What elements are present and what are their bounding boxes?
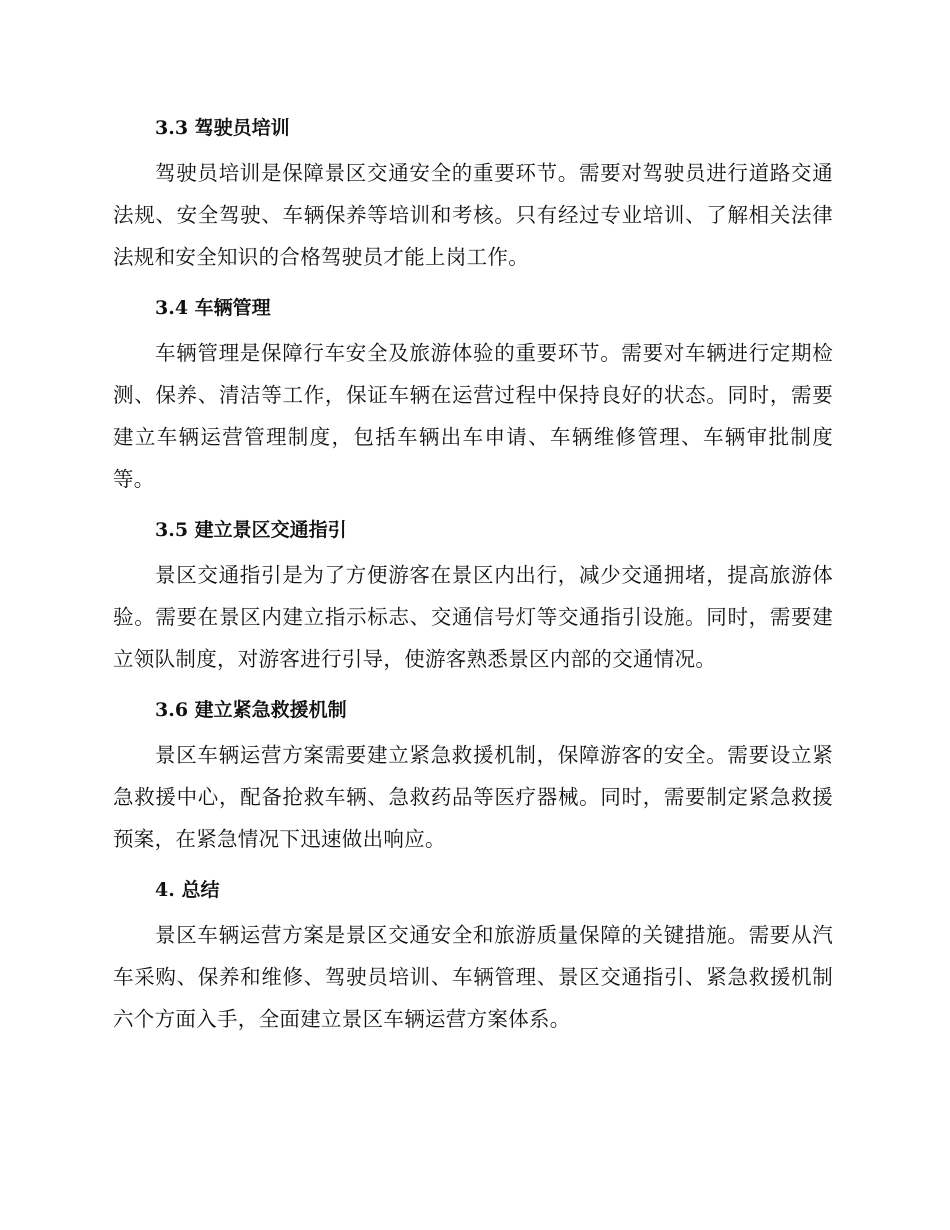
section-heading: 3.4 车辆管理	[155, 297, 271, 319]
section-4	[113, 872, 833, 1040]
section-3-6	[113, 692, 833, 860]
section-paragraph: 驾驶员培训是保障景区交通安全的重要环节。需要对驾驶员进行道路交通法规、安全驾驶、车辆保养等培训和考核。只有经过专业培训、了解相关法律法规和安全知识的合格驾驶员才能上岗工作。	[113, 161, 833, 269]
section-heading: 3.5 建立景区交通指引	[155, 519, 347, 541]
document-body	[113, 110, 833, 1052]
section-paragraph: 景区交通指引是为了方便游客在景区内出行，减少交通拥堵，提高旅游体验。需要在景区内建立指示标志、交通信号灯等交通指引设施。同时，需要建立领队制度，对游客进行引导，使游客熟悉景区内部的交通情况。	[113, 563, 833, 671]
section-paragraph: 景区车辆运营方案是景区交通安全和旅游质量保障的关键措施。需要从汽车采购、保养和维修、驾驶员培训、车辆管理、景区交通指引、紧急救援机制六个方面入手，全面建立景区车辆运营方案体系。	[113, 923, 833, 1031]
section-3-5	[113, 512, 833, 680]
section-3-4	[113, 290, 833, 500]
section-paragraph: 景区车辆运营方案需要建立紧急救援机制，保障游客的安全。需要设立紧急救援中心，配备抢救车辆、急救药品等医疗器械。同时，需要制定紧急救援预案，在紧急情况下迅速做出响应。	[113, 743, 833, 851]
section-paragraph: 车辆管理是保障行车安全及旅游体验的重要环节。需要对车辆进行定期检测、保养、清洁等工作，保证车辆在运营过程中保持良好的状态。同时，需要建立车辆运营管理制度，包括车辆出车申请、车辆维修管理、车辆审批制度等。	[113, 341, 833, 491]
section-heading: 3.6 建立紧急救援机制	[155, 699, 347, 721]
section-3-3	[113, 110, 833, 278]
section-heading: 3.3 驾驶员培训	[155, 117, 290, 139]
section-heading: 4. 总结	[155, 879, 220, 901]
